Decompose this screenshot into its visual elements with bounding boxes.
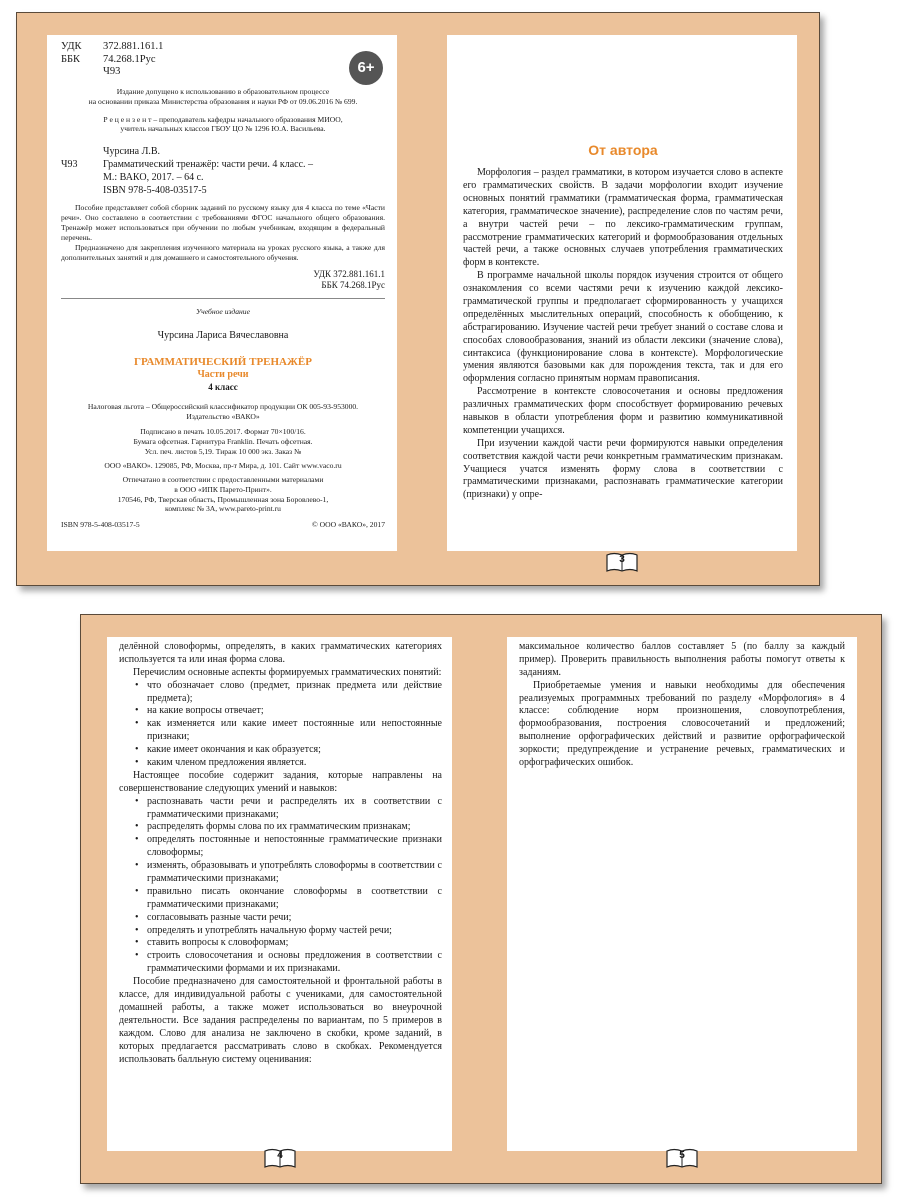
list-item: • правильно писать окончание словоформы в соответствии с грамматическими признаками; [147, 886, 442, 912]
list-item: • какие имеет окончания и как образуется; [147, 744, 442, 757]
page-number-3 [606, 551, 638, 573]
print-line-2: Бумага офсетная. Гарнитура Franklin. Печать офсетная. [133, 437, 313, 447]
list-item: • на какие вопросы отвечает; [147, 705, 442, 718]
page-3 [447, 35, 797, 551]
list-item: • как изменяется или какие имеет постоянные или непостоянные признаки; [147, 718, 442, 744]
printer-line-2: в ООО «ИПК Парето-Принт». [174, 484, 272, 494]
age-rating-badge: 6+ [349, 51, 383, 85]
tax-line-2: Издательство «ВАКО» [186, 411, 260, 421]
printer-line-4: комплекс № 3А, www.pareto-print.ru [165, 504, 281, 514]
paragraph: Перечислим основные аспекты формируемых грамматических понятий: [133, 666, 442, 678]
paragraph: максимальное количество баллов составляет 5 (по баллу за каждый пример). Проверить правильность выполнения работы помогут ответы к заданиям. [519, 641, 845, 678]
paragraph: Рассмотрение в контексте словосочетания и основы предложения различных грамматических форм способствует формированию речевых навыков в области употребления форм и развитию коммуникативной компетенции учащихся. [463, 386, 783, 436]
edition-type: Учебное издание [196, 306, 250, 316]
print-line-3: Усл. печ. листов 5,19. Тираж 10 000 экз. Заказ № [144, 447, 302, 457]
udk-right: УДК 372.881.161.1 [313, 268, 385, 279]
annotation-2: Предназначено для закрепления изученного материала на уроках русского языка, а также для дополнительных занятий и для домашнего и самостоятельного обучения. [61, 242, 385, 262]
page-number-5 [666, 1147, 698, 1169]
list-item: • что обозначает слово (предмет, признак предмета или действие предмета); [147, 680, 442, 706]
paragraph: Приобретаемые умения и навыки необходимы для обеспечения реализуемых программных требований по разделу «Морфология» в 4 классе: соблюдение норм произношения, словоупотребления, формообразования, построения словосочетаний и предложений; выполнение орфографических действий и развитие орфографической зоркости; предупреждение и устранение речевых, грамматических и орфографических ошибок. [519, 679, 845, 769]
author-code: Ч93 [103, 66, 121, 78]
skills-list [119, 796, 442, 976]
paragraph: Настоящее пособие содержит задания, которые направлены на совершенствование следующих умений и навыков: [119, 769, 442, 794]
page-4 [107, 637, 452, 1151]
paragraph: Пособие предназначено для самостоятельной и фронтальной работы в классе, для индивидуальной работы с учениками, для самостоятельной домашней работы, а также может использоваться во внеурочной деятельности. Все задания распределены по вариантам, по 5 примеров в каждом. Слово для анализа не заключено в скобки, кроме заданий, в которых предлагается рассматривать слово в скобках. Рекомендуется использовать балльную систему оценивания: [119, 976, 442, 1065]
bbk-right: ББК 74.268.1Рус [321, 280, 385, 291]
list-item: • каким членом предложения является. [147, 757, 442, 770]
top-spread [16, 12, 820, 586]
bbk-label: ББК [61, 53, 81, 65]
page-number-label: 4 [277, 1150, 283, 1161]
paragraph: Морфология – раздел грамматики, в котором изучается слово в аспекте его грамматических свойств. В задачи морфологии входит изучение основных понятий грамматики (грамматическая форма, грамматическая категория, грамматическое значение), распределение слов по частям речи, а внутри частей речи – по лексико-грамматическим группам, рассмотрение грамматических категорий и формообразования отдельных частей речи, а также основных случаев употребления грамматических форм в контексте. [463, 167, 783, 269]
list-item: • определять постоянные и непостоянные грамматические признаки словоформы; [147, 834, 442, 860]
list-item: • определять и употреблять начальную форму частей речи; [147, 925, 442, 938]
publisher-line: ООО «ВАКО». 129085, РФ, Москва, пр-т Мира, д. 101. Сайт www.vaco.ru [104, 460, 342, 470]
approval-line-1: Издание допущено к использованию в образовательном процессе [116, 86, 330, 96]
paragraph: При изучении каждой части речи формируются навыки определения соответствия каждой части речи конкретным грамматическим признакам. Учащиеся учатся изменять форму слова в соответствии с грамматическими признаками, распознавать грамматические категории (признаки) у опре- [463, 437, 783, 501]
divider [61, 298, 385, 299]
page-number-4 [264, 1147, 296, 1169]
bottom-spread [80, 614, 882, 1184]
book-reference-1: Грамматический тренажёр: части речи. 4 класс. – [103, 159, 314, 171]
page-5 [507, 637, 857, 1151]
isbn-line: ISBN 978-5-408-03517-5 [103, 184, 207, 196]
list-item: • распределять формы слова по их грамматическим признакам; [147, 821, 442, 834]
author-short: Чурсина Л.В. [103, 146, 161, 158]
annotation: Пособие представляет собой сборник заданий по русскому языку для 4 класса по теме «Части речи». Оно составлено в соответствии с требованиями ФГОС начального общего образования. Тренажёр может использоваться при обучении по любым учебникам, входящим в федеральный перечень. [61, 203, 385, 242]
approval-line-2: на основании приказа Министерства образования и науки РФ от 09.06.2016 № 699. [88, 96, 358, 106]
list-item: • ставить вопросы к словоформам; [147, 937, 442, 950]
list-item: • согласовывать разные части речи; [147, 912, 442, 925]
author-full-name: Чурсина Лариса Вячеславовна [157, 330, 289, 342]
list-item: • распознавать части речи и распределять их в соответствии с грамматическими признаками; [147, 796, 442, 822]
tax-line-1: Налоговая льгота – Общероссийский классификатор продукции ОК 005-93-953000. [87, 401, 359, 411]
list-item: • строить словосочетания и основы предложения в соответствии с грамматическими формами и их признаками. [147, 950, 442, 976]
bbk-value: 74.268.1Рус [103, 53, 156, 65]
aspects-list [119, 680, 442, 770]
copyright: © ООО «ВАКО», 2017 [311, 520, 385, 530]
reviewer-line-2: учитель начальных классов ГБОУ ЦО № 1296 Ю.А. Васильева. [120, 124, 326, 134]
printer-line-1: Отпечатано в соответствии с предоставленными материалами [122, 474, 324, 484]
page-number-label: 3 [619, 554, 625, 565]
isbn-bottom: ISBN 978-5-408-03517-5 [61, 520, 140, 530]
udk-label: УДК [61, 41, 82, 52]
print-line-1: Подписано в печать 10.05.2017. Формат 70×100/16. [140, 427, 306, 437]
book-code: Ч93 [61, 159, 78, 171]
section-title: От автора [588, 142, 658, 158]
page-number-label: 5 [679, 1150, 685, 1161]
paragraph: В программе начальной школы порядок изучения строится от общего ознакомления со всеми частями речи к изучению каждой лексико-грамматической группы и предполагает сформированность у учащихся определённых мыслительных операций, способность к обобщению, к абстрагированию. Изучение частей речи требует знаний о составе слова и способах словообразования, знаний из области лексики (значение слова), синтаксиса (функционирование слова в контексте). Морфологические умения являются базовыми как для порождения текста, так и для его оформления согласно принятым нормам правописания. [463, 270, 783, 385]
book-subtitle: Части речи [197, 369, 249, 381]
book-title: ГРАММАТИЧЕСКИЙ ТРЕНАЖЁР [134, 356, 312, 369]
printer-line-3: 170546, РФ, Тверская область, Промышленная зона Боровлево-1, [117, 494, 329, 504]
book-reference-2: М.: ВАКО, 2017. – 64 с. [103, 171, 204, 183]
udk-value: 372.881.161.1 [103, 41, 164, 52]
paragraph: делённой словоформы, определять, в каких грамматических категориях используется та или иная форма слова. [119, 641, 442, 665]
grade: 4 класс [208, 382, 238, 393]
classification-codes [61, 41, 385, 79]
imprint-page [47, 35, 397, 551]
list-item: • изменять, образовывать и употреблять словоформы в соответствии с грамматическими признаками; [147, 860, 442, 886]
reviewer-line-1: Р е ц е н з е н т – преподаватель кафедры начального образования МИОО, [103, 114, 343, 124]
